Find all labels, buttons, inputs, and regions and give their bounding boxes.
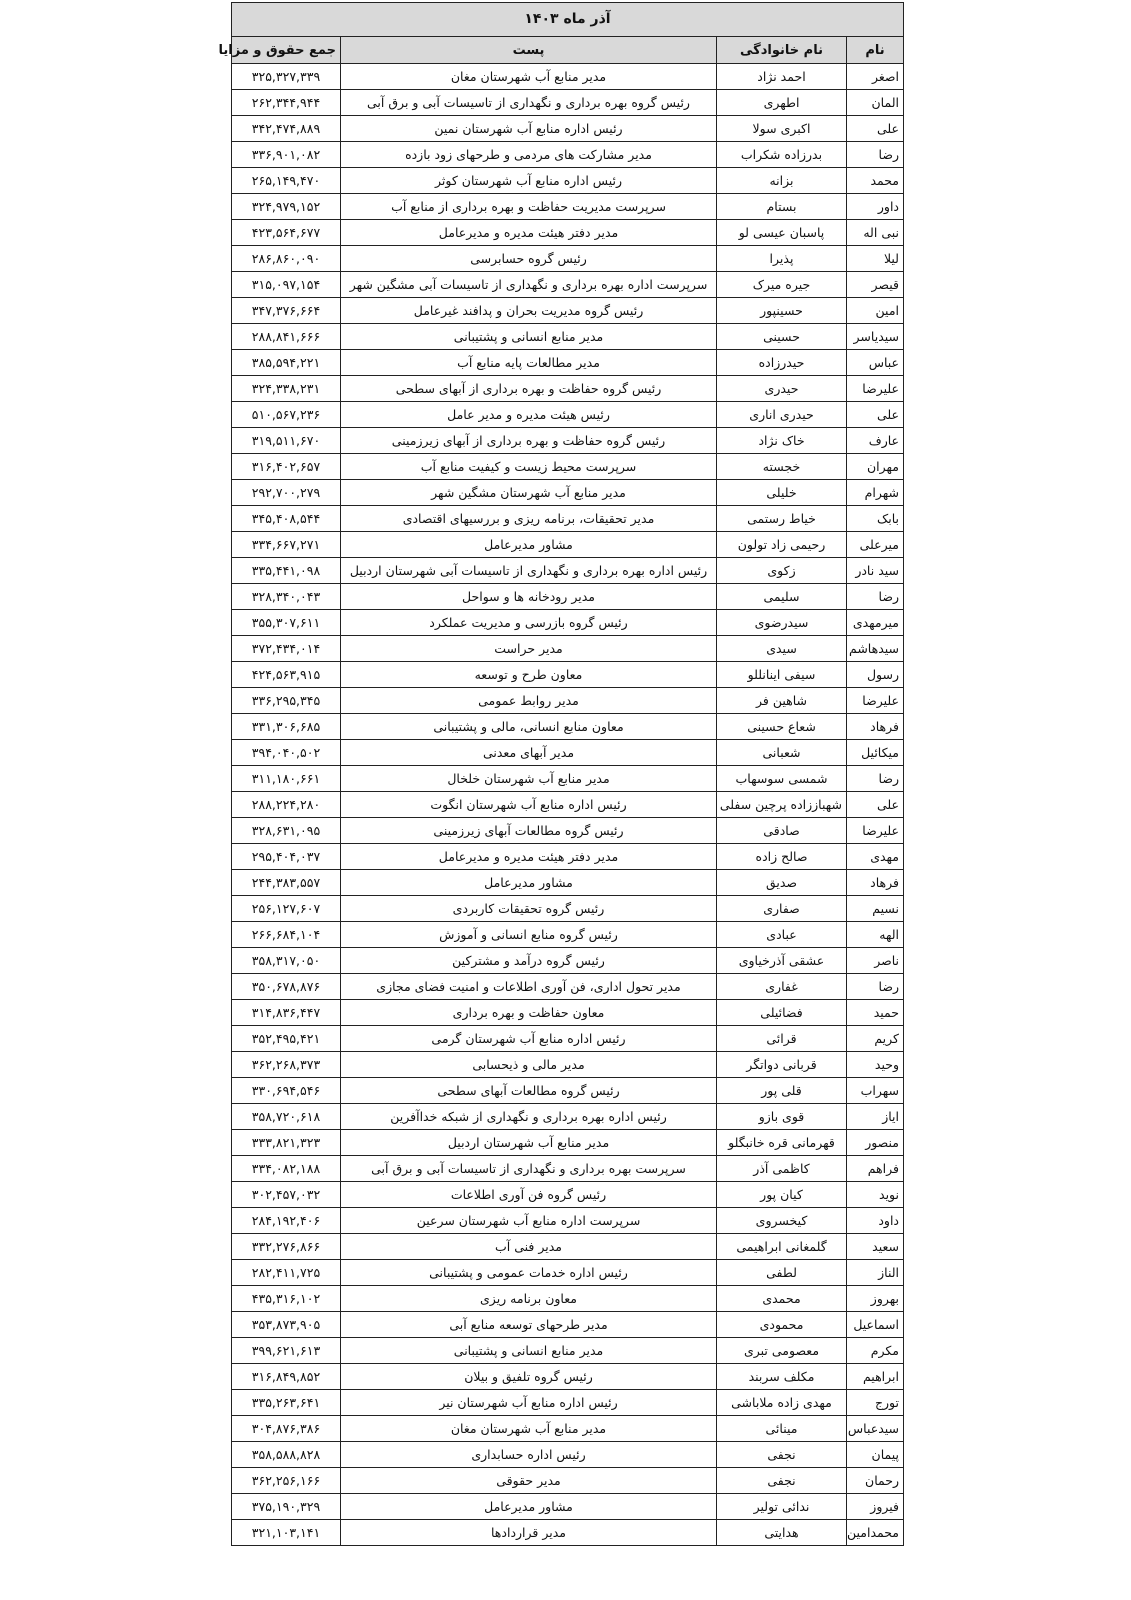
header-post: پست: [341, 37, 717, 64]
first-name-cell: فرهاد: [847, 714, 904, 740]
first-name-cell: المان: [847, 90, 904, 116]
last-name-cell: لطفی: [717, 1260, 847, 1286]
header-row: [231, 37, 903, 64]
table-row: [231, 1338, 903, 1364]
table-row: [231, 558, 903, 584]
table-row: [231, 1104, 903, 1130]
first-name-cell: منصور: [847, 1130, 904, 1156]
first-name-cell: امین: [847, 298, 904, 324]
post-cell: مدیر منابع آب شهرستان خلخال: [341, 766, 717, 792]
last-name-cell: فضائیلی: [717, 1000, 847, 1026]
table-row: [231, 454, 903, 480]
table-row: [231, 792, 903, 818]
header-total: جمع حقوق و مزایا: [231, 37, 340, 64]
total-cell: ۲۹۵,۴۰۴,۰۳۷: [231, 844, 340, 870]
post-cell: مدیر طرحهای توسعه منابع آبی: [341, 1312, 717, 1338]
first-name-cell: میرمهدی: [847, 610, 904, 636]
table-row: [231, 1156, 903, 1182]
total-cell: ۳۳۵,۴۴۱,۰۹۸: [231, 558, 340, 584]
total-cell: ۴۲۳,۵۶۴,۶۷۷: [231, 220, 340, 246]
last-name-cell: نجفی: [717, 1468, 847, 1494]
total-cell: ۳۱۵,۰۹۷,۱۵۴: [231, 272, 340, 298]
last-name-cell: حیدری اناری: [717, 402, 847, 428]
table-row: [231, 506, 903, 532]
table-row: [231, 1208, 903, 1234]
last-name-cell: بستام: [717, 194, 847, 220]
first-name-cell: نبی اله: [847, 220, 904, 246]
first-name-cell: لیلا: [847, 246, 904, 272]
post-cell: مدیر رودخانه ها و سواحل: [341, 584, 717, 610]
table-row: [231, 1364, 903, 1390]
first-name-cell: مهدی: [847, 844, 904, 870]
table-row: [231, 662, 903, 688]
table-row: [231, 1234, 903, 1260]
table-row: [231, 376, 903, 402]
first-name-cell: الهه: [847, 922, 904, 948]
post-cell: رئیس اداره منابع آب شهرستان انگوت: [341, 792, 717, 818]
last-name-cell: کاظمی آذر: [717, 1156, 847, 1182]
salary-table: [218, 2, 904, 1546]
first-name-cell: رضا: [847, 974, 904, 1000]
last-name-cell: شاهین فر: [717, 688, 847, 714]
post-cell: مدیر حقوقی: [341, 1468, 717, 1494]
first-name-cell: مهران: [847, 454, 904, 480]
post-cell: سرپرست اداره منابع آب شهرستان سرعین: [341, 1208, 717, 1234]
first-name-cell: رضا: [847, 766, 904, 792]
post-cell: مدیر منابع انسانی و پشتیبانی: [341, 1338, 717, 1364]
total-cell: ۳۶۲,۲۵۶,۱۶۶: [231, 1468, 340, 1494]
total-cell: ۳۱۶,۸۴۹,۸۵۲: [231, 1364, 340, 1390]
last-name-cell: ندائی تولیر: [717, 1494, 847, 1520]
post-cell: مدیر منابع آب شهرستان مشگین شهر: [341, 480, 717, 506]
first-name-cell: مکرم: [847, 1338, 904, 1364]
first-name-cell: علیرضا: [847, 688, 904, 714]
total-cell: ۳۱۹,۵۱۱,۶۷۰: [231, 428, 340, 454]
last-name-cell: شمسی سوسهاب: [717, 766, 847, 792]
post-cell: رئیس گروه بهره برداری و نگهداری از تاسیسات آبی و برق آبی: [341, 90, 717, 116]
post-cell: مدیر مالی و ذیحسابی: [341, 1052, 717, 1078]
table-row: [231, 402, 903, 428]
table-row: [231, 324, 903, 350]
table-row: [231, 1494, 903, 1520]
last-name-cell: عشقی آذرخیاوی: [717, 948, 847, 974]
table-row: [231, 844, 903, 870]
total-cell: ۳۴۵,۴۰۸,۵۴۴: [231, 506, 340, 532]
post-cell: مشاور مدیرعامل: [341, 870, 717, 896]
post-cell: رئیس گروه مطالعات آبهای زیرزمینی: [341, 818, 717, 844]
last-name-cell: صفاری: [717, 896, 847, 922]
post-cell: رئیس گروه تحقیقات کاربردی: [341, 896, 717, 922]
post-cell: مدیر دفتر هیئت مدیره و مدیرعامل: [341, 844, 717, 870]
last-name-cell: رحیمی زاد تولون: [717, 532, 847, 558]
first-name-cell: قیصر: [847, 272, 904, 298]
total-cell: ۲۹۲,۷۰۰,۲۷۹: [231, 480, 340, 506]
total-cell: ۳۳۰,۶۹۴,۵۴۶: [231, 1078, 340, 1104]
last-name-cell: معصومی تبری: [717, 1338, 847, 1364]
table-row: [231, 1026, 903, 1052]
table-row: [231, 1052, 903, 1078]
total-cell: ۳۱۴,۸۳۶,۴۴۷: [231, 1000, 340, 1026]
table-row: [231, 480, 903, 506]
last-name-cell: قوی بازو: [717, 1104, 847, 1130]
total-cell: ۳۴۲,۴۷۴,۸۸۹: [231, 116, 340, 142]
first-name-cell: نوید: [847, 1182, 904, 1208]
post-cell: رئیس گروه منابع انسانی و آموزش: [341, 922, 717, 948]
total-cell: ۲۸۸,۲۲۴,۲۸۰: [231, 792, 340, 818]
last-name-cell: سیدی: [717, 636, 847, 662]
last-name-cell: خیاط رستمی: [717, 506, 847, 532]
post-cell: مدیر فنی آب: [341, 1234, 717, 1260]
first-name-cell: سهراب: [847, 1078, 904, 1104]
table-row: [231, 220, 903, 246]
table-row: [231, 1520, 903, 1546]
post-cell: رئیس اداره خدمات عمومی و پشتیبانی: [341, 1260, 717, 1286]
post-cell: مدیر حراست: [341, 636, 717, 662]
table-row: [231, 1390, 903, 1416]
post-cell: مشاور مدیرعامل: [341, 532, 717, 558]
total-cell: ۳۲۵,۳۲۷,۳۳۹: [231, 64, 340, 90]
last-name-cell: مکلف سربند: [717, 1364, 847, 1390]
total-cell: ۲۸۶,۸۶۰,۰۹۰: [231, 246, 340, 272]
total-cell: ۲۸۸,۸۴۱,۶۶۶: [231, 324, 340, 350]
last-name-cell: عبادی: [717, 922, 847, 948]
post-cell: رئیس گروه مطالعات آبهای سطحی: [341, 1078, 717, 1104]
total-cell: ۲۵۶,۱۲۷,۶۰۷: [231, 896, 340, 922]
first-name-cell: رسول: [847, 662, 904, 688]
first-name-cell: ناصر: [847, 948, 904, 974]
table-row: [231, 142, 903, 168]
post-cell: رئیس اداره منابع آب شهرستان نمین: [341, 116, 717, 142]
table-row: [231, 922, 903, 948]
post-cell: مدیر تحول اداری، فن آوری اطلاعات و امنیت فضای مجازی: [341, 974, 717, 1000]
post-cell: مدیر آبهای معدنی: [341, 740, 717, 766]
last-name-cell: مهدی زاده ملاباشی: [717, 1390, 847, 1416]
last-name-cell: بزانه: [717, 168, 847, 194]
table-row: [231, 194, 903, 220]
total-cell: ۳۲۴,۳۳۸,۲۳۱: [231, 376, 340, 402]
first-name-cell: علیرضا: [847, 818, 904, 844]
last-name-cell: کیان پور: [717, 1182, 847, 1208]
total-cell: ۳۲۸,۶۳۱,۰۹۵: [231, 818, 340, 844]
total-cell: ۲۸۴,۱۹۲,۴۰۶: [231, 1208, 340, 1234]
last-name-cell: حیدرزاده: [717, 350, 847, 376]
total-cell: ۳۳۳,۸۲۱,۳۲۳: [231, 1130, 340, 1156]
salary-sheet: [218, 2, 904, 1546]
last-name-cell: بدرزاده شکراب: [717, 142, 847, 168]
table-row: [231, 714, 903, 740]
first-name-cell: عارف: [847, 428, 904, 454]
last-name-cell: صالح زاده: [717, 844, 847, 870]
first-name-cell: فرهاد: [847, 870, 904, 896]
post-cell: معاون حفاظت و بهره برداری: [341, 1000, 717, 1026]
last-name-cell: زکوی: [717, 558, 847, 584]
last-name-cell: خلیلی: [717, 480, 847, 506]
post-cell: رئیس اداره بهره برداری و نگهداری از تاسیسات آبی شهرستان اردبیل: [341, 558, 717, 584]
first-name-cell: کریم: [847, 1026, 904, 1052]
post-cell: مدیر منابع آب شهرستان مغان: [341, 1416, 717, 1442]
first-name-cell: میرعلی: [847, 532, 904, 558]
first-name-cell: الناز: [847, 1260, 904, 1286]
post-cell: رئیس گروه فن آوری اطلاعات: [341, 1182, 717, 1208]
total-cell: ۳۵۸,۳۱۷,۰۵۰: [231, 948, 340, 974]
first-name-cell: داور: [847, 194, 904, 220]
total-cell: ۳۵۰,۶۷۸,۸۷۶: [231, 974, 340, 1000]
first-name-cell: اصغر: [847, 64, 904, 90]
total-cell: ۳۵۸,۵۸۸,۸۲۸: [231, 1442, 340, 1468]
post-cell: معاون منابع انسانی، مالی و پشتیبانی: [341, 714, 717, 740]
table-row: [231, 298, 903, 324]
total-cell: ۳۰۴,۸۷۶,۳۸۶: [231, 1416, 340, 1442]
post-cell: رئیس اداره منابع آب شهرستان نیر: [341, 1390, 717, 1416]
total-cell: ۳۶۲,۲۶۸,۳۷۳: [231, 1052, 340, 1078]
last-name-cell: صدیق: [717, 870, 847, 896]
total-cell: ۳۳۶,۲۹۵,۳۴۵: [231, 688, 340, 714]
last-name-cell: قربانی دواتگر: [717, 1052, 847, 1078]
total-cell: ۳۱۶,۴۰۲,۶۵۷: [231, 454, 340, 480]
table-row: [231, 766, 903, 792]
first-name-cell: ایاز: [847, 1104, 904, 1130]
total-cell: ۳۵۲,۴۹۵,۴۲۱: [231, 1026, 340, 1052]
first-name-cell: محمد: [847, 168, 904, 194]
post-cell: رئیس گروه حفاظت و بهره برداری از آبهای سطحی: [341, 376, 717, 402]
last-name-cell: شهباززاده پرچین سفلی: [717, 792, 847, 818]
first-name-cell: سیدعباس: [847, 1416, 904, 1442]
table-row: [231, 272, 903, 298]
total-cell: ۳۲۸,۳۴۰,۰۴۳: [231, 584, 340, 610]
total-cell: ۲۶۵,۱۴۹,۴۷۰: [231, 168, 340, 194]
table-row: [231, 1416, 903, 1442]
total-cell: ۳۰۲,۴۵۷,۰۳۲: [231, 1182, 340, 1208]
total-cell: ۳۳۲,۲۷۶,۸۶۶: [231, 1234, 340, 1260]
last-name-cell: شعبانی: [717, 740, 847, 766]
total-cell: ۳۵۳,۸۷۳,۹۰۵: [231, 1312, 340, 1338]
first-name-cell: سیدیاسر: [847, 324, 904, 350]
first-name-cell: شهرام: [847, 480, 904, 506]
last-name-cell: قرائی: [717, 1026, 847, 1052]
last-name-cell: غفاری: [717, 974, 847, 1000]
first-name-cell: بابک: [847, 506, 904, 532]
first-name-cell: وحید: [847, 1052, 904, 1078]
table-row: [231, 818, 903, 844]
post-cell: رئیس گروه حفاظت و بهره برداری از آبهای زیرزمینی: [341, 428, 717, 454]
first-name-cell: رحمان: [847, 1468, 904, 1494]
post-cell: مدیر روابط عمومی: [341, 688, 717, 714]
table-row: [231, 428, 903, 454]
table-row: [231, 636, 903, 662]
post-cell: مدیر مطالعات پایه منابع آب: [341, 350, 717, 376]
table-row: [231, 1442, 903, 1468]
total-cell: ۲۶۲,۳۴۴,۹۴۴: [231, 90, 340, 116]
post-cell: مدیر منابع انسانی و پشتیبانی: [341, 324, 717, 350]
last-name-cell: احمد نژاد: [717, 64, 847, 90]
post-cell: رئیس اداره منابع آب شهرستان گرمی: [341, 1026, 717, 1052]
table-row: [231, 896, 903, 922]
total-cell: ۳۳۴,۶۶۷,۲۷۱: [231, 532, 340, 558]
first-name-cell: علی: [847, 402, 904, 428]
last-name-cell: قهرمانی قره خانبگلو: [717, 1130, 847, 1156]
table-row: [231, 1468, 903, 1494]
last-name-cell: سیفی اینانللو: [717, 662, 847, 688]
last-name-cell: صادقی: [717, 818, 847, 844]
last-name-cell: اکبری سولا: [717, 116, 847, 142]
last-name-cell: خجسته: [717, 454, 847, 480]
last-name-cell: حیدری: [717, 376, 847, 402]
last-name-cell: گلمغانی ابراهیمی: [717, 1234, 847, 1260]
total-cell: ۳۷۲,۴۳۴,۰۱۴: [231, 636, 340, 662]
last-name-cell: هدایتی: [717, 1520, 847, 1546]
last-name-cell: حسینی: [717, 324, 847, 350]
table-row: [231, 688, 903, 714]
last-name-cell: محمدی: [717, 1286, 847, 1312]
table-row: [231, 610, 903, 636]
first-name-cell: اسماعیل: [847, 1312, 904, 1338]
total-cell: ۳۳۴,۰۸۲,۱۸۸: [231, 1156, 340, 1182]
table-row: [231, 116, 903, 142]
table-row: [231, 1260, 903, 1286]
last-name-cell: قلی پور: [717, 1078, 847, 1104]
first-name-cell: سیدهاشم: [847, 636, 904, 662]
post-cell: رئیس گروه حسابرسی: [341, 246, 717, 272]
total-cell: ۳۲۴,۹۷۹,۱۵۲: [231, 194, 340, 220]
sheet-title: آذر ماه ۱۴۰۳: [231, 3, 903, 37]
table-row: [231, 1312, 903, 1338]
total-cell: ۳۵۸,۷۲۰,۶۱۸: [231, 1104, 340, 1130]
post-cell: رئیس هیئت مدیره و مدیر عامل: [341, 402, 717, 428]
post-cell: مدیر قراردادها: [341, 1520, 717, 1546]
last-name-cell: پاسبان عیسی لو: [717, 220, 847, 246]
first-name-cell: میکائیل: [847, 740, 904, 766]
first-name-cell: حمید: [847, 1000, 904, 1026]
first-name-cell: فراهم: [847, 1156, 904, 1182]
table-row: [231, 584, 903, 610]
table-row: [231, 532, 903, 558]
last-name-cell: نجفی: [717, 1442, 847, 1468]
last-name-cell: محمودی: [717, 1312, 847, 1338]
table-row: [231, 246, 903, 272]
post-cell: رئیس اداره منابع آب شهرستان کوثر: [341, 168, 717, 194]
table-row: [231, 1130, 903, 1156]
post-cell: معاون طرح و توسعه: [341, 662, 717, 688]
total-cell: ۵۱۰,۵۶۷,۲۳۶: [231, 402, 340, 428]
total-cell: ۳۲۱,۱۰۳,۱۴۱: [231, 1520, 340, 1546]
last-name-cell: اطهری: [717, 90, 847, 116]
post-cell: رئیس اداره بهره برداری و نگهداری از شبکه خداآفرین: [341, 1104, 717, 1130]
last-name-cell: سیدرضوی: [717, 610, 847, 636]
table-row: [231, 168, 903, 194]
total-cell: ۳۴۷,۳۷۶,۶۶۴: [231, 298, 340, 324]
table-row: [231, 90, 903, 116]
post-cell: معاون برنامه ریزی: [341, 1286, 717, 1312]
total-cell: ۳۳۶,۹۰۱,۰۸۲: [231, 142, 340, 168]
header-first-name: نام: [847, 37, 904, 64]
table-row: [231, 948, 903, 974]
first-name-cell: سعید: [847, 1234, 904, 1260]
post-cell: رئیس گروه درآمد و مشترکین: [341, 948, 717, 974]
first-name-cell: علیرضا: [847, 376, 904, 402]
total-cell: ۲۴۴,۳۸۳,۵۵۷: [231, 870, 340, 896]
total-cell: ۳۱۱,۱۸۰,۶۶۱: [231, 766, 340, 792]
last-name-cell: پذیرا: [717, 246, 847, 272]
last-name-cell: سلیمی: [717, 584, 847, 610]
post-cell: سرپرست اداره بهره برداری و نگهداری از تاسیسات آبی مشگین شهر: [341, 272, 717, 298]
header-last-name: نام خانوادگی: [717, 37, 847, 64]
total-cell: ۳۸۵,۵۹۴,۲۲۱: [231, 350, 340, 376]
table-row: [231, 1078, 903, 1104]
total-cell: ۲۸۲,۴۱۱,۷۲۵: [231, 1260, 340, 1286]
first-name-cell: علی: [847, 792, 904, 818]
first-name-cell: رضا: [847, 584, 904, 610]
last-name-cell: جیره میرک: [717, 272, 847, 298]
first-name-cell: علی: [847, 116, 904, 142]
post-cell: مدیر منابع آب شهرستان اردبیل: [341, 1130, 717, 1156]
first-name-cell: فیروز: [847, 1494, 904, 1520]
post-cell: سرپرست بهره برداری و نگهداری از تاسیسات آبی و برق آبی: [341, 1156, 717, 1182]
last-name-cell: کیخسروی: [717, 1208, 847, 1234]
total-cell: ۳۳۵,۲۶۳,۶۴۱: [231, 1390, 340, 1416]
first-name-cell: نسیم: [847, 896, 904, 922]
total-cell: ۴۳۵,۳۱۶,۱۰۲: [231, 1286, 340, 1312]
first-name-cell: رضا: [847, 142, 904, 168]
total-cell: ۳۷۵,۱۹۰,۳۲۹: [231, 1494, 340, 1520]
table-row: [231, 1000, 903, 1026]
first-name-cell: عباس: [847, 350, 904, 376]
title-row: [231, 3, 903, 37]
first-name-cell: محمدامین: [847, 1520, 904, 1546]
last-name-cell: شعاع حسینی: [717, 714, 847, 740]
first-name-cell: داود: [847, 1208, 904, 1234]
last-name-cell: مینائی: [717, 1416, 847, 1442]
table-row: [231, 870, 903, 896]
total-cell: ۳۹۹,۶۲۱,۶۱۳: [231, 1338, 340, 1364]
post-cell: سرپرست محیط زیست و کیفیت منابع آب: [341, 454, 717, 480]
total-cell: ۳۵۵,۳۰۷,۶۱۱: [231, 610, 340, 636]
post-cell: رئیس گروه تلفیق و بیلان: [341, 1364, 717, 1390]
first-name-cell: بهروز: [847, 1286, 904, 1312]
table-row: [231, 974, 903, 1000]
table-row: [231, 64, 903, 90]
post-cell: مدیر مشارکت های مردمی و طرحهای زود بازده: [341, 142, 717, 168]
table-row: [231, 350, 903, 376]
table-row: [231, 740, 903, 766]
total-cell: ۴۲۴,۵۶۳,۹۱۵: [231, 662, 340, 688]
post-cell: رئیس اداره حسابداری: [341, 1442, 717, 1468]
first-name-cell: تورج: [847, 1390, 904, 1416]
total-cell: ۲۶۶,۶۸۴,۱۰۴: [231, 922, 340, 948]
post-cell: مدیر دفتر هیئت مدیره و مدیرعامل: [341, 220, 717, 246]
post-cell: مدیر منابع آب شهرستان مغان: [341, 64, 717, 90]
last-name-cell: حسینپور: [717, 298, 847, 324]
post-cell: رئیس گروه مدیریت بحران و پدافند غیرعامل: [341, 298, 717, 324]
post-cell: رئیس گروه بازرسی و مدیریت عملکرد: [341, 610, 717, 636]
last-name-cell: خاک نژاد: [717, 428, 847, 454]
first-name-cell: سید نادر: [847, 558, 904, 584]
total-cell: ۳۹۴,۰۴۰,۵۰۲: [231, 740, 340, 766]
post-cell: سرپرست مدیریت حفاظت و بهره برداری از منابع آب: [341, 194, 717, 220]
post-cell: مشاور مدیرعامل: [341, 1494, 717, 1520]
first-name-cell: ابراهیم: [847, 1364, 904, 1390]
table-row: [231, 1182, 903, 1208]
total-cell: ۳۳۱,۳۰۶,۶۸۵: [231, 714, 340, 740]
table-row: [231, 1286, 903, 1312]
first-name-cell: پیمان: [847, 1442, 904, 1468]
post-cell: مدیر تحقیقات، برنامه ریزی و بررسیهای اقتصادی: [341, 506, 717, 532]
